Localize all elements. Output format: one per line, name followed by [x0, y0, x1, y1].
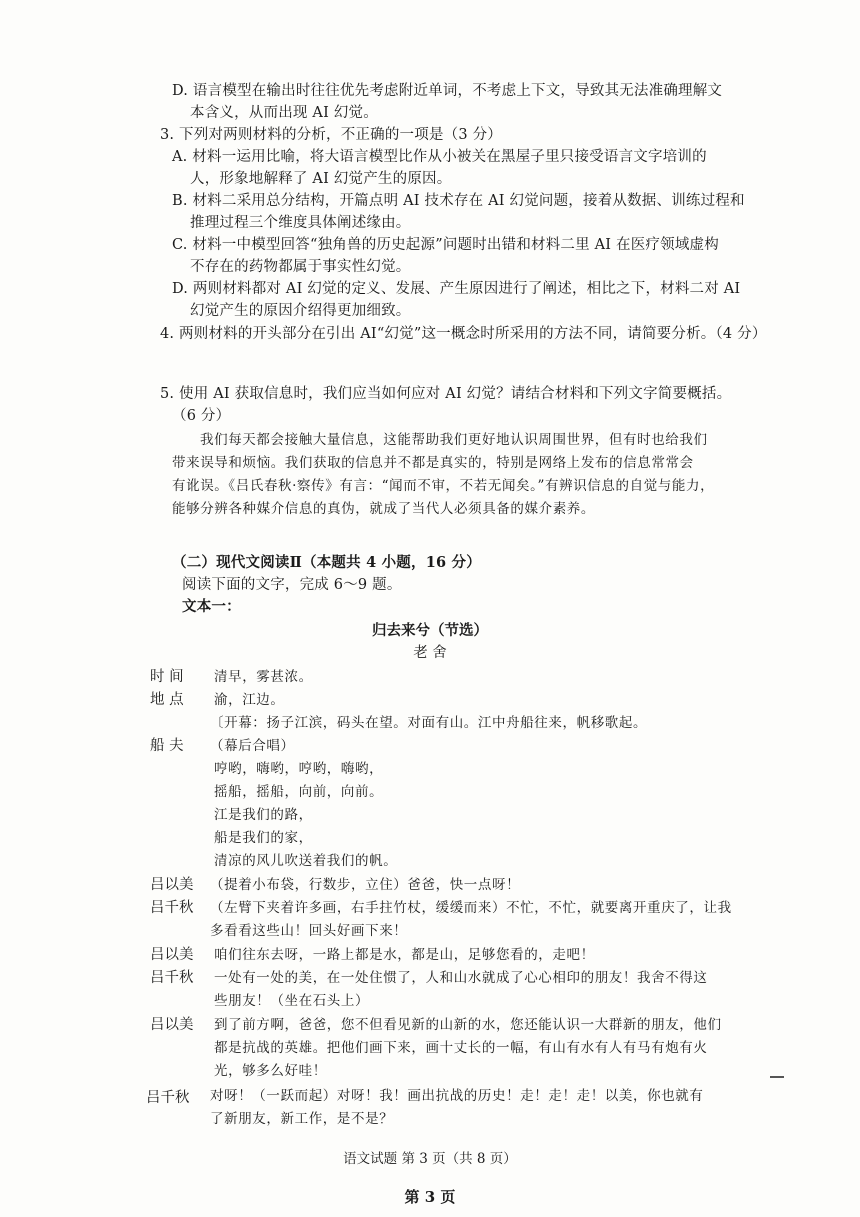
- q3-option-d-line1: D. 两则材料都对 AI 幻觉的定义、发展、产生原因进行了阐述，相比之下，材料二对 AI: [172, 281, 741, 297]
- dialogue-line: 多看看这些山！回头好画下来！: [210, 923, 408, 939]
- play-title: 归去来兮（节选）: [372, 622, 488, 639]
- song-line1: 哼哟，嗨哟，哼哟，嗨哟，: [214, 761, 384, 777]
- q3-stem: 3. 下列对两则材料的分析，不正确的一项是（3 分）: [160, 127, 502, 143]
- exam-page-footer: 语文试题 第 3 页（共 8 页）: [343, 1151, 517, 1167]
- dialogue-line: 对呀！（一跃而起）对呀！我！画出抗战的历史！走！走！走！以美，你也就有: [210, 1088, 704, 1104]
- play-author: 老 舍: [413, 645, 447, 661]
- song-line3: 江是我们的路，: [214, 807, 313, 823]
- q3-option-c-line1: C. 材料一中模型回答“独角兽的历史起源”问题时出错和材料二里 AI 在医疗领域虚构: [172, 237, 719, 253]
- page-number: 第 3 页: [404, 1188, 456, 1206]
- dialogue-line: （左臂下夹着许多画，右手拄竹杖，缓缓而来）不忙，不忙，就要离开重庆了，让我: [210, 900, 732, 916]
- dialogue-line: 光，够多么好哇！: [214, 1063, 327, 1079]
- speaker-lv-qianqiu: 吕千秋: [150, 900, 194, 916]
- speaker-lv-qianqiu: 吕千秋: [146, 1090, 190, 1106]
- q3-option-a-line2: 人，形象地解释了 AI 幻觉产生的原因。: [190, 171, 452, 187]
- speaker-lv-yimei: 吕以美: [150, 877, 194, 893]
- dialogue-line: （提着小布袋，行数步，立住）爸爸，快一点呀！: [210, 877, 521, 893]
- q2-option-d-line1: D. 语言模型在输出时往往优先考虑附近单词，不考虑上下文，导致其无法准确理解文: [172, 83, 723, 99]
- q3-option-d-line2: 幻觉产生的原因介绍得更加细致。: [190, 303, 411, 319]
- q5-stem-line1: 5. 使用 AI 获取信息时，我们应当如何应对 AI 幻觉？请结合材料和下列文字简要概括。: [160, 386, 732, 402]
- section-instruction: 阅读下面的文字，完成 6～9 题。: [182, 577, 402, 593]
- q3-option-b-line1: B. 材料二采用总分结构，开篇点明 AI 技术存在 AI 幻觉问题，接着从数据、训练过程和: [172, 193, 745, 209]
- margin-mark: [770, 1076, 784, 1078]
- dialogue-line: 些朋友！（坐在石头上）: [214, 993, 370, 1009]
- q3-option-a-line1: A. 材料一运用比喻，将大语言模型比作从小被关在黑屋子里只接受语言文字培训的: [172, 149, 707, 165]
- stage-direction: 〔开幕：扬子江滨，码头在望。对面有山。江中舟船往来，帆移歌起。: [210, 715, 648, 731]
- song-line5: 清凉的风儿吹送着我们的帆。: [214, 853, 398, 869]
- song-line2: 摇船，摇船，向前，向前。: [214, 784, 384, 800]
- q5-passage-line1: 我们每天都会接触大量信息，这能帮助我们更好地认识周围世界，但有时也给我们: [200, 432, 708, 448]
- dialogue-line: 到了前方啊，爸爸，您不但看见新的山新的水，您还能认识一大群新的朋友，他们: [214, 1017, 722, 1033]
- boatman-note: （幕后合唱）: [210, 738, 295, 754]
- song-line4: 船是我们的家，: [214, 830, 313, 846]
- time-text: 清早，雾甚浓。: [214, 669, 313, 685]
- speaker-lv-yimei: 吕以美: [150, 947, 194, 963]
- speaker-lv-qianqiu: 吕千秋: [150, 970, 194, 986]
- dialogue-line: 一处有一处的美，在一处住惯了，人和山水就成了心心相印的朋友！我舍不得这: [214, 970, 708, 986]
- boatman-label: 船 夫: [150, 738, 184, 754]
- dialogue-line: 都是抗战的英雄。把他们画下来，画十丈长的一幅，有山有水有人有马有炮有火: [214, 1040, 708, 1056]
- q5-passage-line2: 带来误导和烦恼。我们获取的信息并不都是真实的，特别是网络上发布的信息常常会: [172, 455, 694, 471]
- time-label: 时 间: [150, 669, 184, 685]
- speaker-lv-yimei: 吕以美: [150, 1017, 194, 1033]
- q5-passage-line3: 有讹误。《吕氏春秋·察传》有言：“闻而不审，不若无闻矣。”有辨识信息的自觉与能力，: [172, 478, 715, 494]
- place-text: 渝，江边。: [214, 692, 285, 708]
- q5-passage-line4: 能够分辨各种媒介信息的真伪，就成了当代人必须具备的媒介素养。: [172, 501, 595, 517]
- q3-option-c-line2: 不存在的药物都属于事实性幻觉。: [190, 259, 411, 275]
- place-label: 地 点: [150, 692, 184, 708]
- q2-option-d-line2: 本含义，从而出现 AI 幻觉。: [190, 105, 378, 121]
- q4-stem: 4. 两则材料的开头部分在引出 AI“幻觉”这一概念时所采用的方法不同，请简要分析。（4 分）: [160, 326, 767, 342]
- dialogue-line: 了新朋友，新工作，是不是？: [210, 1111, 394, 1127]
- text-one-label: 文本一：: [182, 598, 241, 615]
- q5-stem-line2: （6 分）: [172, 408, 231, 424]
- q3-option-b-line2: 推理过程三个维度具体阐述缘由。: [190, 215, 411, 231]
- section-heading: （二）现代文阅读Ⅱ（本题共 4 小题，16 分）: [172, 554, 481, 571]
- dialogue-line: 咱们往东去呀，一路上都是水，都是山，足够您看的，走吧！: [214, 947, 595, 963]
